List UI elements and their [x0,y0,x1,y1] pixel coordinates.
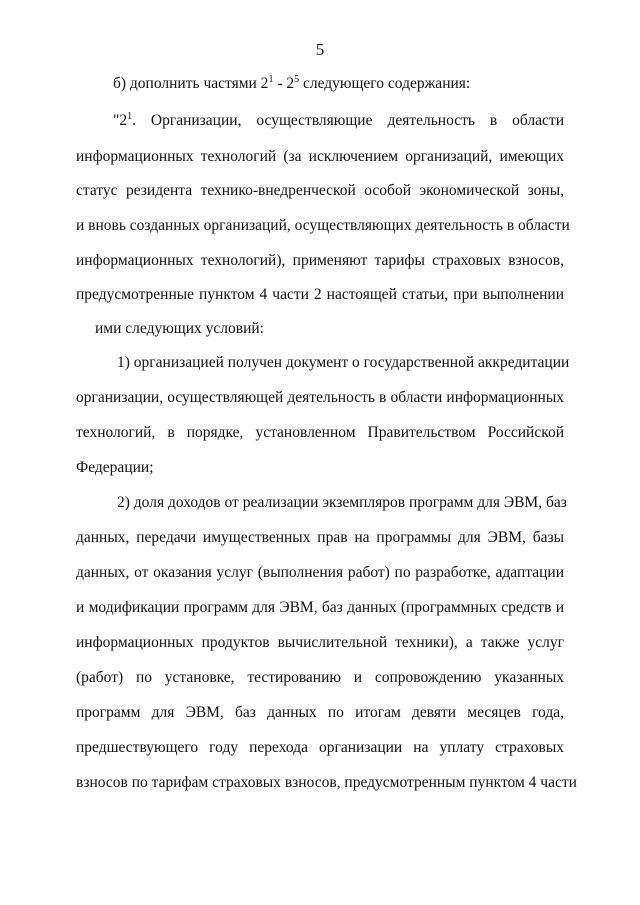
condition2-line: данных, передачи имущественных прав на программы для ЭВМ, базы [76,529,564,546]
condition2-line: данных, от оказания услуг (выполнения работ) по разработке, адаптации [76,564,564,581]
part21-open: "2 [113,112,128,129]
part21-sup: 1 [127,110,133,122]
condition1-line: организации, осуществляющей деятельность в области информационных [76,389,564,406]
condition2-line: 2) доля доходов от реализации экземпляров программ для ЭВМ, баз [117,494,567,511]
intro-sup-1: 1 [268,73,274,85]
part21-first-line-rest: . Организации, осуществляющие деятельность в области [132,112,564,129]
condition2-line: программ для ЭВМ, баз данных по итогам девяти месяцев года, [76,704,564,721]
condition1-last-line: Федерации; [76,459,154,476]
part21-line: предусмотренные пунктом 4 части 2 настоящей статьи, при выполнении [76,286,564,303]
intro-mid: - 2 [273,75,295,92]
condition2-line: и модификации программ для ЭВМ, баз данных (программных средств и [76,599,564,616]
part21-last-line: ими следующих условий: [95,320,264,337]
condition2-line: (работ) по установке, тестированию и сопровождению указанных [76,669,564,686]
condition2-line: информационных продуктов вычислительной техники), а также услуг [76,634,564,651]
part21-line: информационных технологий), применяют тарифы страховых взносов, [76,252,564,269]
condition2-line: предшествующего году перехода организации на уплату страховых [76,739,564,756]
part21-line: и вновь созданных организаций, осуществляющих деятельность в области [76,217,570,234]
condition2-line: взносов по тарифам страховых взносов, предусмотренным пунктом 4 части [76,774,577,791]
condition1-line: 1) организацией получен документ о государственной аккредитации [117,354,570,371]
condition1-line: технологий, в порядке, установленном Правительством Российской [76,424,564,441]
page-number: 5 [315,40,325,59]
intro-sup-5: 5 [294,73,300,85]
intro-line [113,74,470,94]
intro-suffix: следующего содержания: [299,75,471,92]
part21-line: информационных технологий (за исключением организаций, имеющих [76,148,564,165]
part21-first-line [113,111,564,131]
intro-prefix: б) дополнить частями 2 [113,75,269,92]
part21-line: статус резидента технико-внедренческой особой экономической зоны, [76,182,564,199]
